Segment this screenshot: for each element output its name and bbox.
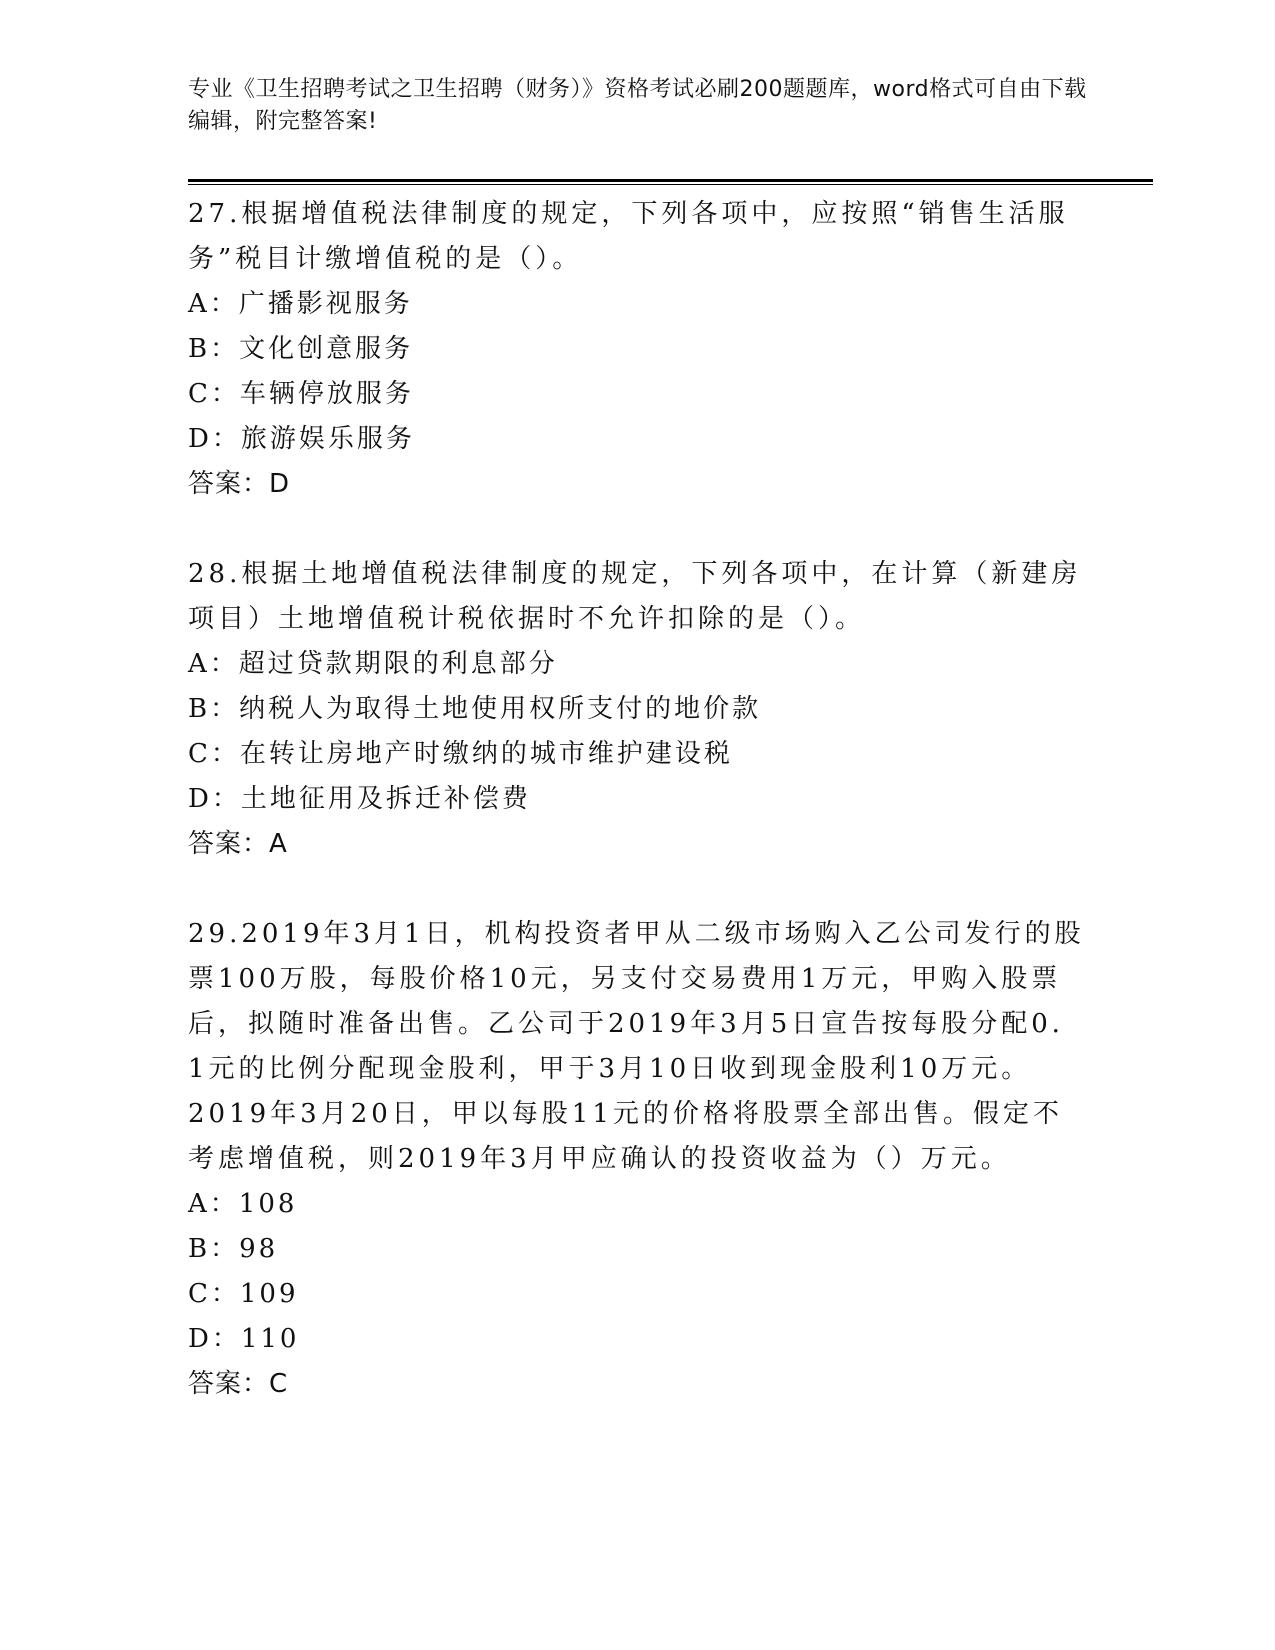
answer: 答案：A bbox=[188, 829, 288, 859]
option-b: B：98 bbox=[188, 1234, 279, 1264]
answer: 答案：C bbox=[188, 1369, 289, 1399]
question-spacer bbox=[188, 507, 1088, 552]
option-b: B：文化创意服务 bbox=[188, 334, 414, 364]
header-rule-thin bbox=[188, 184, 1153, 185]
question-27 bbox=[188, 192, 1088, 507]
option-a: A：108 bbox=[188, 1189, 298, 1219]
question-stem: 27.根据增值税法律制度的规定，下列各项中，应按照“销售生活服务”税目计缴增值税的是（）。 bbox=[188, 199, 1069, 274]
option-d: D：110 bbox=[188, 1324, 300, 1354]
question-list bbox=[188, 192, 1088, 1407]
question-29 bbox=[188, 912, 1088, 1407]
question-spacer bbox=[188, 867, 1088, 912]
option-a: A：超过贷款期限的利息部分 bbox=[188, 649, 558, 679]
option-c: C：车辆停放服务 bbox=[188, 379, 414, 409]
option-b: B：纳税人为取得土地使用权所支付的地价款 bbox=[188, 694, 762, 724]
option-c: C：在转让房地产时缴纳的城市维护建设税 bbox=[188, 739, 733, 769]
question-28 bbox=[188, 552, 1088, 867]
option-a: A：广播影视服务 bbox=[188, 289, 413, 319]
answer: 答案：D bbox=[188, 469, 291, 499]
option-d: D：土地征用及拆迁补偿费 bbox=[188, 784, 531, 814]
option-c: C：109 bbox=[188, 1279, 299, 1309]
document-header: 专业《卫生招聘考试之卫生招聘（财务）》资格考试必刷200题题库，word格式可自由下载编辑，附完整答案! bbox=[188, 77, 1087, 134]
question-stem: 29.2019年3月1日，机构投资者甲从二级市场购入乙公司发行的股票100万股，每股价格10元，另支付交易费用1万元，甲购入股票后，拟随时准备出售。乙公司于2019年3月5日宣告按每股分配0．1元的比例分配现金股利，甲于3月10日收到现金股利10万元。2019年3月20日，甲以每股11元的价格将股票全部出售。假定不考虑增值税，则2019年3月甲应确认的投资收益为（）万元。 bbox=[188, 919, 1085, 1174]
option-d: D：旅游娱乐服务 bbox=[188, 424, 415, 454]
question-stem: 28.根据土地增值税法律制度的规定，下列各项中，在计算（新建房项目）土地增值税计税依据时不允许扣除的是（）。 bbox=[188, 559, 1082, 634]
header-rule-thick bbox=[188, 179, 1153, 182]
